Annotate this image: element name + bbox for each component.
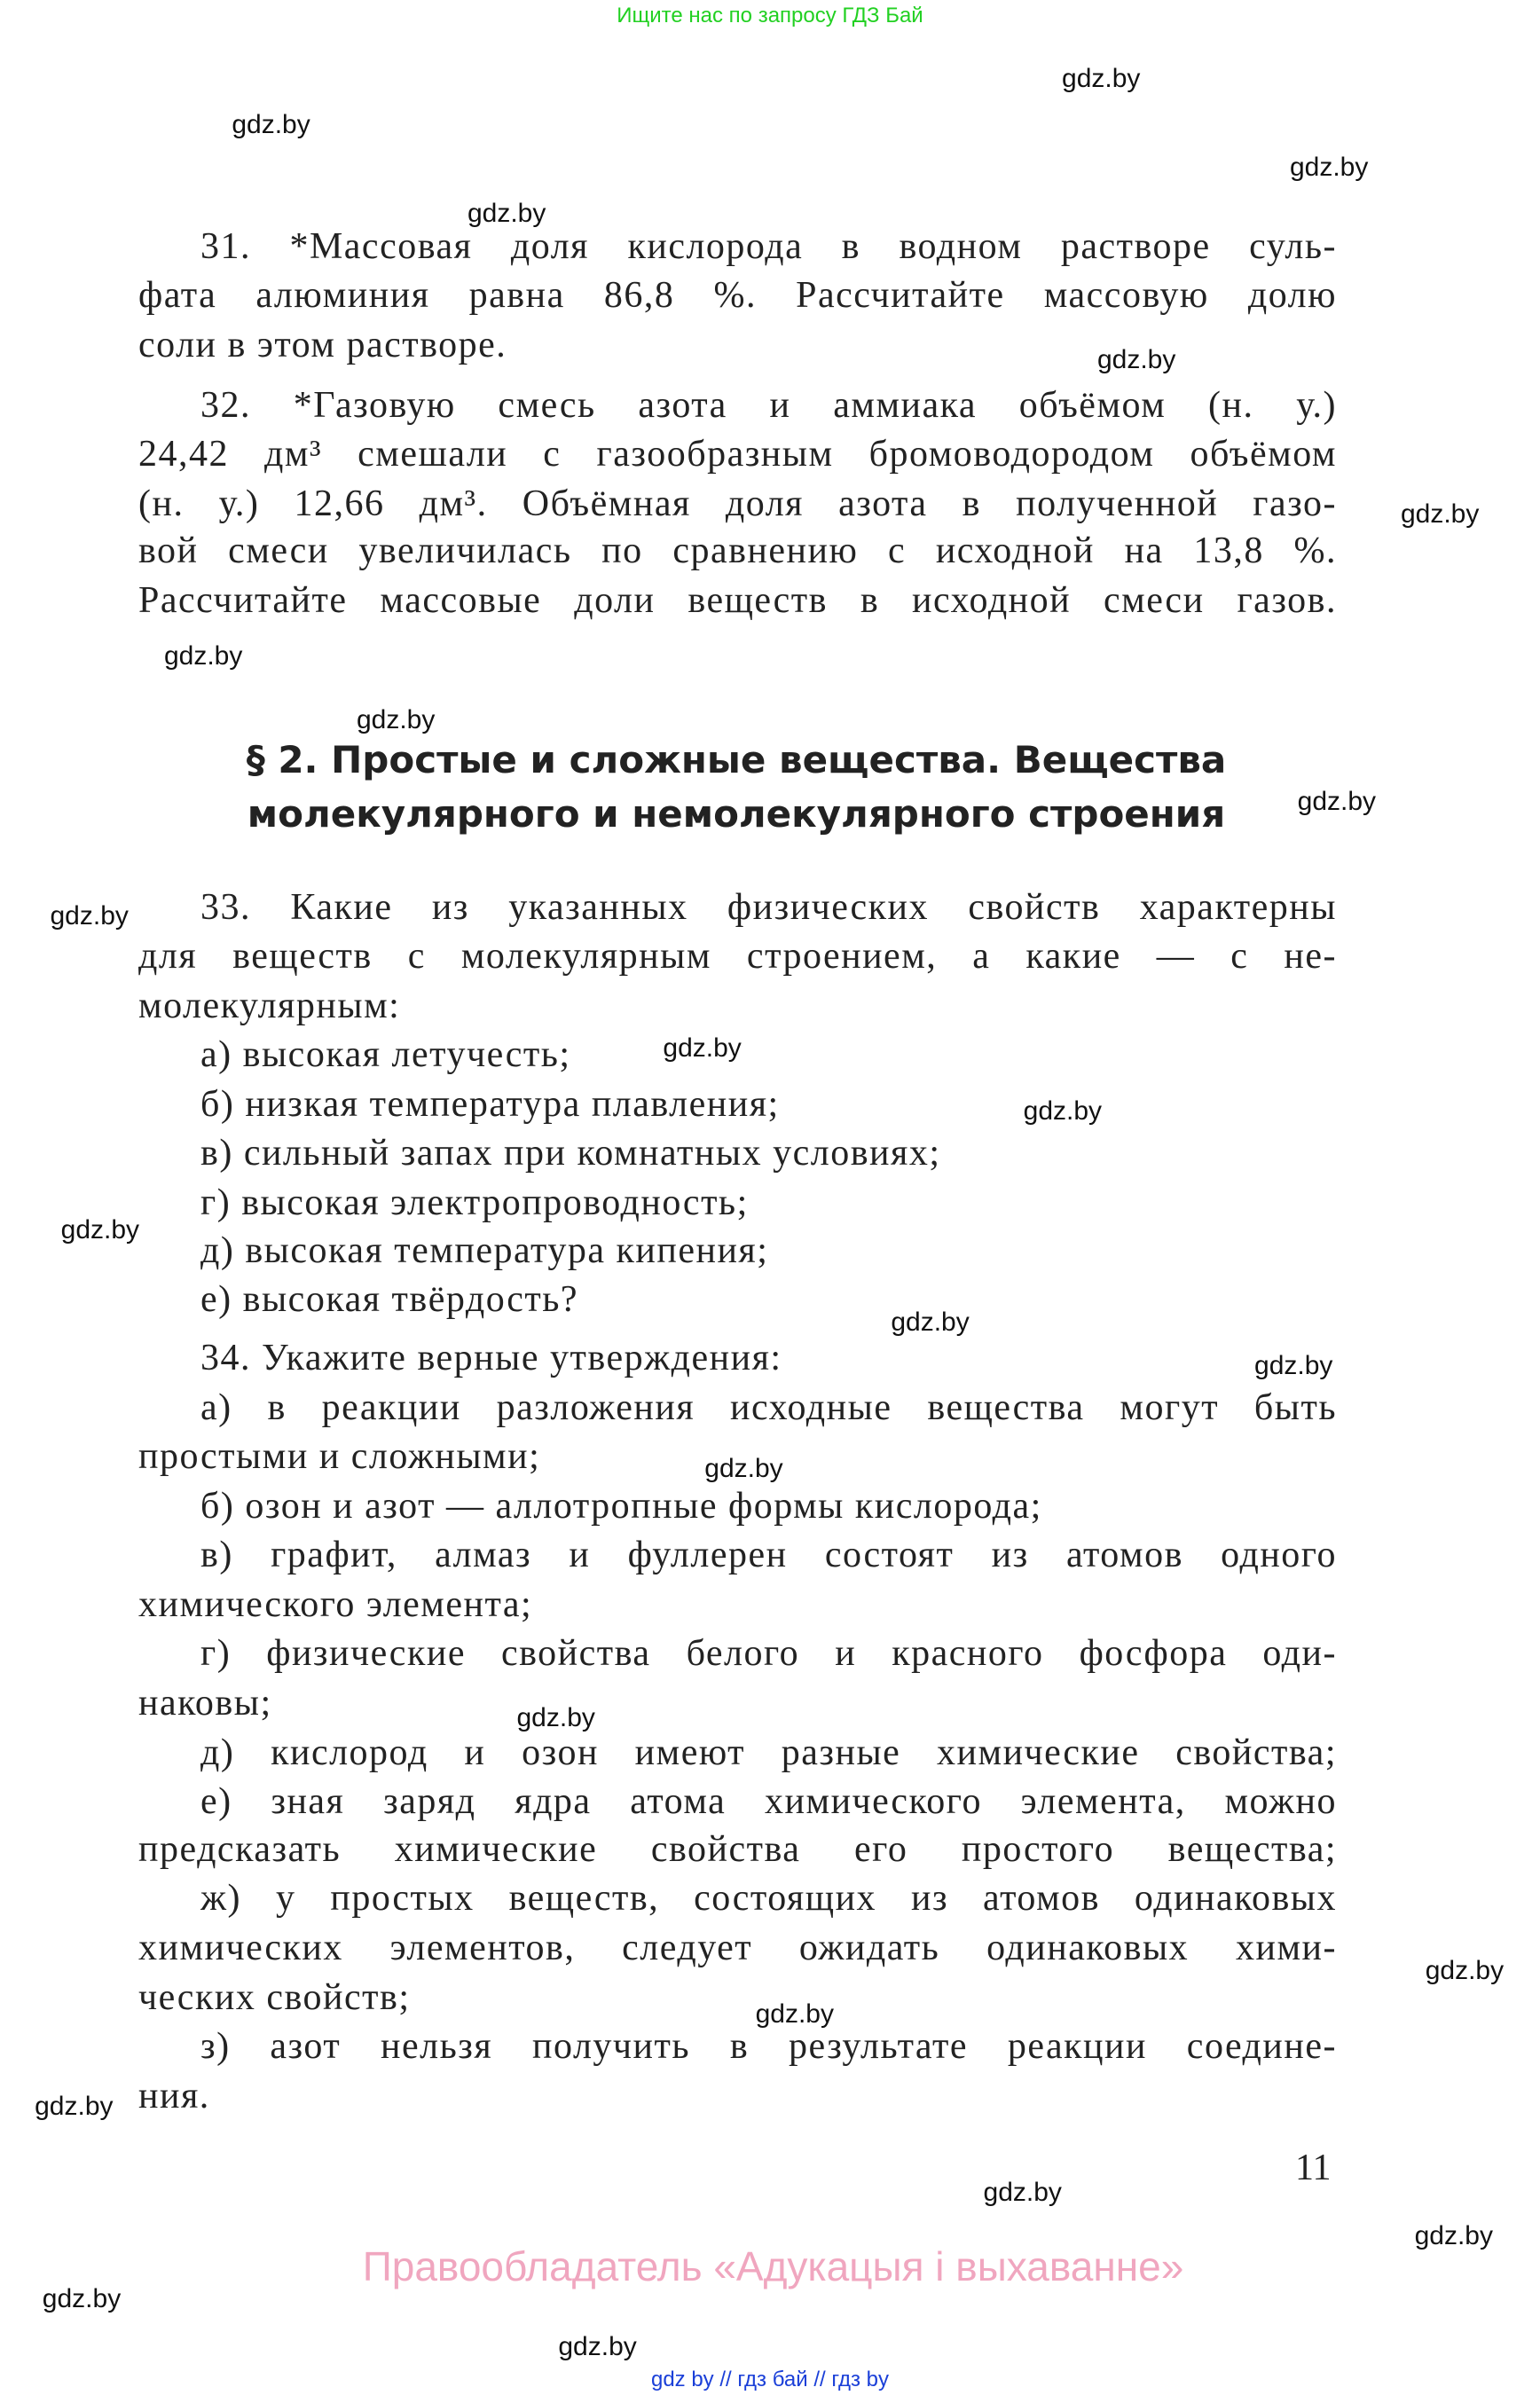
watermark-gdz: gdz.by (1414, 2220, 1493, 2250)
text-line: наковы; (138, 1683, 272, 1724)
text-line: 33. Какие из указанных физических свойств характерны (200, 886, 1337, 928)
page-number: 11 (1295, 2148, 1332, 2188)
text-line: ж) у простых веществ, состоящих из атомов одинаковых (200, 1878, 1337, 1920)
text-line: а) в реакции разложения исходные вещества могут быть (200, 1386, 1337, 1428)
text-line: фата алюминия равна 86,8 %. Рассчитайте массовую долю (138, 275, 1337, 317)
watermark-gdz: gdz.by (163, 640, 243, 671)
text-line: в) графит, алмаз и фуллерен состоят из атомов одного (200, 1535, 1337, 1576)
text-line: в) сильный запах при комнатных условиях; (200, 1133, 941, 1174)
text-line: для веществ с молекулярным строением, а какие — с не- (138, 936, 1337, 978)
text-line: соли в этом растворе. (138, 324, 507, 365)
text-line: е) высокая твёрдость? (200, 1279, 579, 1321)
text-line: д) кислород и озон имеют разные химические свойства; (200, 1732, 1337, 1773)
text-line: химического элемента; (138, 1583, 533, 1625)
watermark-gdz: gdz.by (516, 1703, 595, 1733)
watermark-gdz: gdz.by (42, 2283, 122, 2313)
text-line: ния. (138, 2075, 210, 2116)
text-line: предсказать химические свойства его простого вещества; (138, 1828, 1337, 1870)
watermark-gdz: gdz.by (1425, 1956, 1505, 1986)
text-line: з) азот нельзя получить в результате реакции соедине- (200, 2026, 1337, 2068)
search-banner[interactable]: Ищите нас по запросу ГДЗ Бай (617, 4, 923, 27)
rights-holder: Правообладатель «Адукацыя і выхаванне» (362, 2243, 1184, 2289)
text-line: простыми и сложными; (138, 1436, 541, 1478)
watermark-gdz: gdz.by (755, 1999, 834, 2029)
text-line: б) озон и азот — аллотропные формы кислорода; (200, 1485, 1042, 1527)
text-line: 31. *Массовая доля кислорода в водном растворе суль- (200, 225, 1337, 267)
watermark-gdz: gdz.by (1096, 345, 1176, 375)
text-line: е) зная заряд ядра атома химического элемента, можно (200, 1781, 1337, 1823)
text-line: 24,42 дм³ смешали с газообразным бромоводородом объёмом (138, 434, 1337, 475)
text-line: г) физические свойства белого и красного фосфора оди- (200, 1633, 1337, 1675)
text-line: вой смеси увеличилась по сравнению с исходной на 13,8 %. (138, 530, 1337, 572)
watermark-gdz: gdz.by (60, 1215, 140, 1245)
watermark-gdz: gdz.by (1297, 787, 1377, 817)
watermark-gdz: gdz.by (558, 2331, 637, 2361)
watermark-gdz: gdz.by (704, 1454, 783, 1484)
text-line: (н. у.) 12,66 дм³. Объёмная доля азота в полученной газо- (138, 483, 1337, 524)
watermark-gdz: gdz.by (1023, 1096, 1103, 1127)
watermark-gdz: gdz.by (1062, 63, 1141, 93)
section-heading-line-1: § 2. Простые и сложные вещества. Вещества (246, 738, 1227, 781)
text-line: г) высокая электропроводность; (200, 1182, 749, 1223)
watermark-gdz: gdz.by (663, 1033, 742, 1064)
text-line: д) высокая температура кипения; (200, 1229, 769, 1271)
bottom-links[interactable]: gdz by // гдз бай // гдз by (650, 2368, 890, 2391)
text-line: химических элементов, следует ожидать одинаковых хими- (138, 1928, 1337, 1969)
text-line: 34. Укажите верные утверждения: (200, 1338, 782, 1379)
watermark-gdz: gdz.by (1400, 499, 1480, 529)
watermark-gdz: gdz.by (35, 2091, 114, 2121)
watermark-gdz: gdz.by (356, 705, 436, 735)
text-line: б) низкая температура плавления; (200, 1083, 780, 1125)
text-line: молекулярным: (138, 985, 401, 1026)
watermark-gdz: gdz.by (983, 2178, 1062, 2208)
text-line: 32. *Газовую смесь азота и аммиака объёмом (н. у.) (200, 384, 1337, 426)
watermark-gdz: gdz.by (467, 199, 546, 229)
watermark-gdz: gdz.by (1289, 153, 1369, 183)
watermark-gdz: gdz.by (50, 900, 129, 931)
watermark-gdz: gdz.by (1254, 1350, 1333, 1380)
text-line: а) высокая летучесть; (200, 1034, 571, 1076)
text-line: Рассчитайте массовые доли веществ в исходной смеси газов. (138, 580, 1337, 622)
watermark-gdz: gdz.by (891, 1308, 970, 1338)
watermark-gdz: gdz.by (232, 109, 310, 139)
section-heading-line-2: молекулярного и немолекулярного строения (247, 792, 1226, 836)
text-line: ческих свойств; (138, 1976, 411, 2018)
